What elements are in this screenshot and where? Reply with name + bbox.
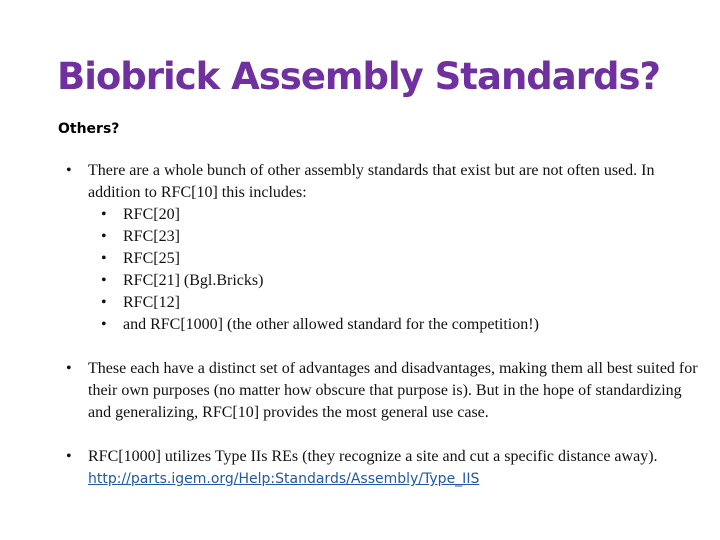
- sub-bullet-text: and RFC[1000] (the other allowed standard for the competition!): [123, 316, 539, 333]
- bullet-item: [58, 358, 698, 424]
- bullet-marker: •: [66, 162, 72, 179]
- bullet-item: [58, 160, 698, 204]
- sub-bullet-text: RFC[12]: [123, 294, 180, 311]
- type-iis-link[interactable]: http://parts.igem.org/Help:Standards/Assembly/Type_IIS: [88, 471, 480, 487]
- bullet-marker: •: [101, 294, 107, 311]
- sub-bullet-text: RFC[21] (Bgl.Bricks): [123, 272, 264, 289]
- bullet-marker: •: [101, 206, 107, 223]
- bullet-marker: •: [101, 228, 107, 245]
- sub-bullet-item: [58, 226, 698, 248]
- sub-bullet-item: [58, 270, 698, 292]
- slide-body: [58, 160, 698, 490]
- sub-bullet-list: [58, 204, 698, 336]
- slide-title: Biobrick Assembly Standards?: [57, 55, 660, 98]
- bullet-marker: •: [66, 448, 72, 465]
- bullet-marker: •: [66, 360, 72, 377]
- sub-bullet-item: [58, 314, 698, 336]
- spacer: [58, 424, 698, 446]
- slide-subtitle: Others?: [58, 121, 120, 137]
- sub-bullet-text: RFC[23]: [123, 228, 180, 245]
- bullet-text: RFC[1000] utilizes Type IIs REs (they recognize a site and cut a specific distance away).: [88, 448, 658, 465]
- bullet-marker: •: [101, 316, 107, 333]
- bullet-marker: •: [101, 272, 107, 289]
- bullet-text: These each have a distinct set of advantages and disadvantages, making them all best suited for their own purposes (no matter how obscure that purpose is). But in the hope of standardizing and generalizing, RFC[10] provides the most general use case.: [88, 360, 698, 421]
- bullet-item: [58, 446, 698, 490]
- sub-bullet-text: RFC[25]: [123, 250, 180, 267]
- sub-bullet-item: [58, 292, 698, 314]
- sub-bullet-item: [58, 248, 698, 270]
- bullet-marker: •: [101, 250, 107, 267]
- sub-bullet-item: [58, 204, 698, 226]
- sub-bullet-text: RFC[20]: [123, 206, 180, 223]
- spacer: [58, 336, 698, 358]
- bullet-text: There are a whole bunch of other assembly standards that exist but are not often used. In addition to RFC[10] this includes:: [88, 162, 655, 201]
